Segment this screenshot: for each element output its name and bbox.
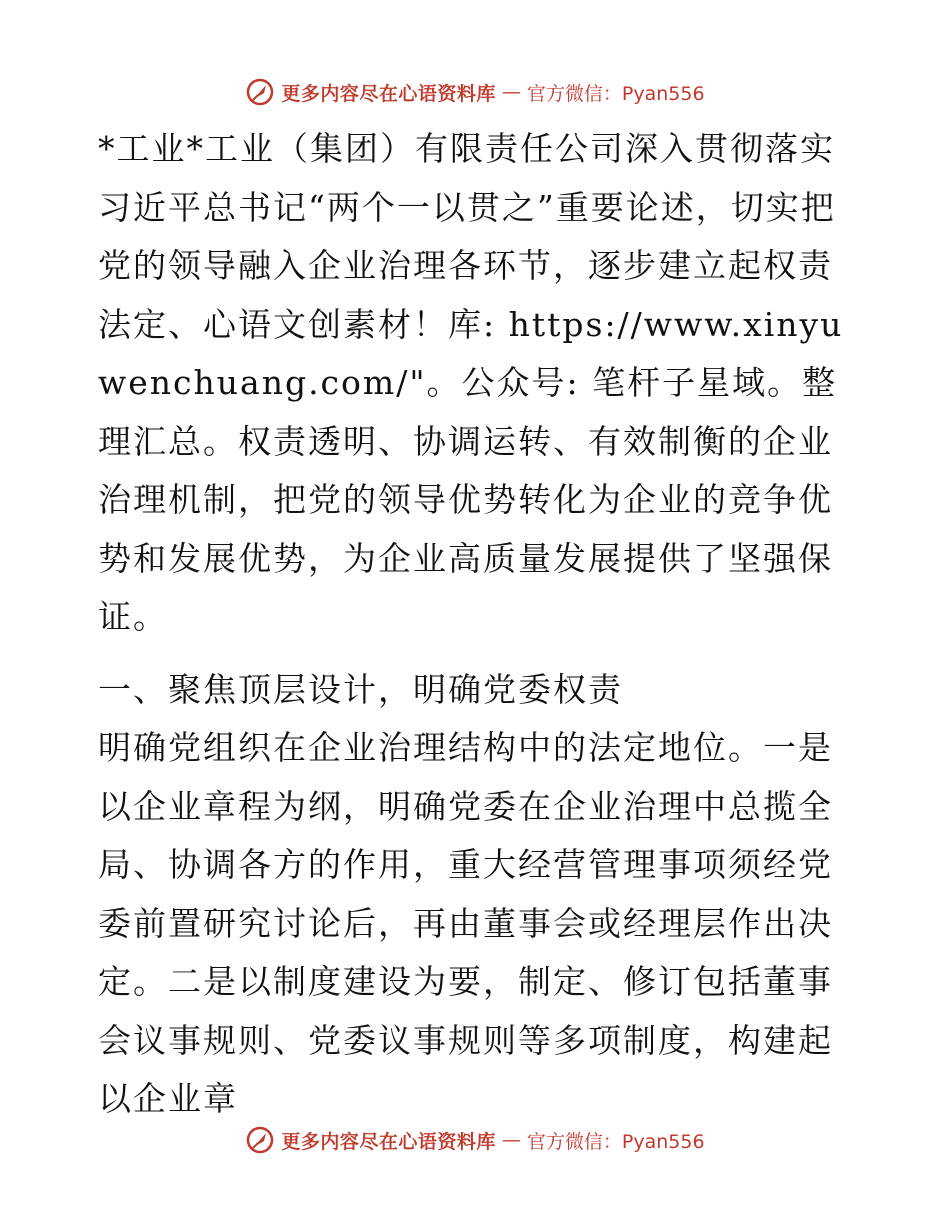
watermark-brand: 更多内容尽在心语资料库 xyxy=(281,1130,496,1153)
footer-watermark xyxy=(0,1120,950,1160)
section-heading: 一、聚焦顶层设计，明确党委权责 xyxy=(98,669,623,709)
document-body xyxy=(98,120,854,1129)
quill-logo-icon xyxy=(245,1125,275,1155)
intro-paragraph: *工业*工业（集团）有限责任公司深入贯彻落实习近平总书记“两个一以贯之”重要论述，切实把党的领导融入企业治理各环节，逐步建立起权责法定、心语文创素材！库: https://www.xinyuwenchuang.com/"。公众号: 笔杆子星域。整理汇总。权责透明、协调运转、有效制衡的企业治理机制，把党的领导优势转化为企业的竞争优势和发展优势，为企业高质量发展提供了坚强保证。 xyxy=(98,129,844,636)
watermark-account: 官方微信：Pyan556 xyxy=(526,1130,705,1153)
watermark-account: 官方微信：Pyan556 xyxy=(526,82,705,105)
section-paragraph: 明确党组织在企业治理结构中的法定地位。一是以企业章程为纲，明确党委在企业治理中总揽全局、协调各方的作用，重大经营管理事项须经党委前置研究讨论后，再由董事会或经理层作出决定。二是以制度建设为要，制定、修订包括董事会议事规则、党委议事规则等多项制度，构建起以企业章 xyxy=(98,728,833,1118)
quill-logo-icon xyxy=(245,77,275,107)
watermark-separator: — xyxy=(501,81,521,103)
watermark-brand: 更多内容尽在心语资料库 xyxy=(281,82,496,105)
watermark-separator: — xyxy=(501,1129,521,1151)
header-watermark xyxy=(0,72,950,112)
